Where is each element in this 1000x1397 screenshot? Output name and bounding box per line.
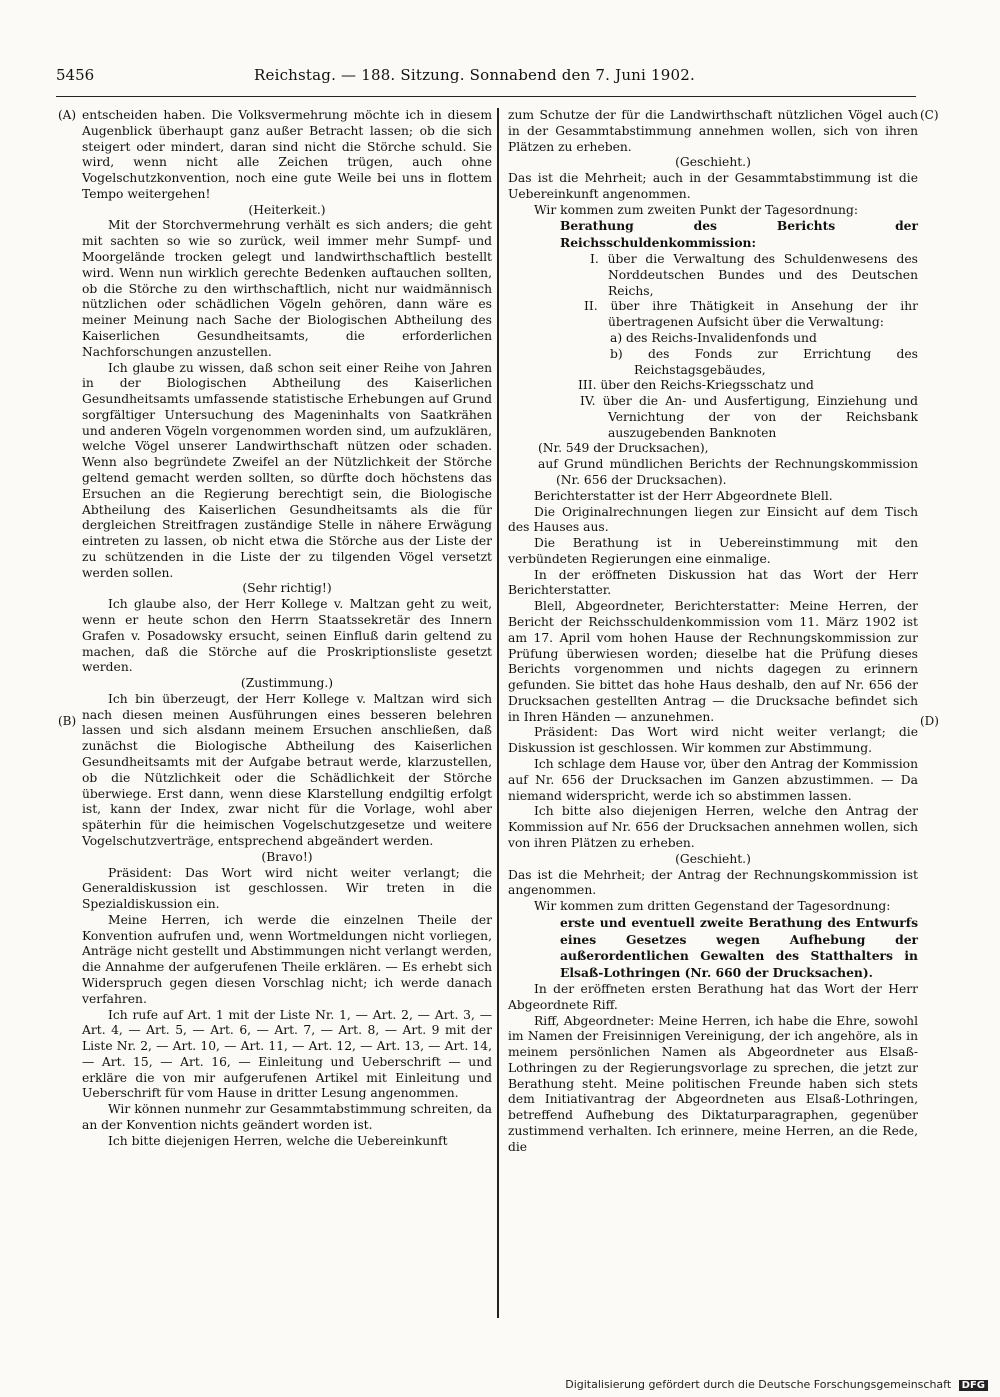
page-title: Reichstag. — 188. Sitzung. Sonnabend den 7. Juni 1902. <box>254 66 695 84</box>
agenda-subitem: b) des Fonds zur Errichtung des Reichstagsgebäudes, <box>610 346 918 377</box>
margin-marker-a: (A) <box>58 108 77 122</box>
paragraph: In der eröffneten Diskussion hat das Wort der Herr Berichterstatter. <box>508 567 918 598</box>
paragraph: Mit der Storchvermehrung verhält es sich anders; die geht mit sachten so wie so zurück, weil immer mehr Sumpf- und Moorgelände trocken gelegt und landwirthschaftlich bestellt wird. Wenn nun wirklich gerechte Bedenken auftauchen sollten, ob die Störche zu den wirthschaftlich, nicht nur waidmännisch nützlichen oder schädlichen Vögeln gehören, dann wäre es meiner Meinung nach Sache der Biologischen Abtheilung des Kaiserlichen Gesundheitsamts, die erforderlichen Nachforschungen anzustellen. <box>82 218 492 359</box>
interjection: (Heiterkeit.) <box>248 202 326 217</box>
paragraph: Wir kommen zum dritten Gegenstand der Tagesordnung: <box>534 899 891 914</box>
paragraph: Meine Herren, ich werde die einzelnen Theile der Konvention aufrufen und, wenn Wortmeldungen nicht vorliegen, Anträge nicht gestellt und Abstimmungen nicht verlangt werden, die Annahme der aufgerufenen Theile erklären. — Es erhebt sich Widerspruch gegen diesen Vorschlag nicht; ich werde danach verfahren. <box>82 912 492 1006</box>
paragraph: Ich bin überzeugt, der Herr Kollege v. Maltzan wird sich nach diesen meinen Ausführungen eines besseren belehren lassen und sich alsdann meinem Ersuchen anschließen, daß zunächst die Biologische Abtheilung des Kaiserlichen Gesundheitsamts mit der Aufgabe betraut werde, klarzustellen, ob die Nützlichkeit oder die Schädlichkeit der Störche überwiege. Erst dann, wenn diese Klarstellung endgiltig erfolgt ist, kann der Index, zwar nicht für die Vorlage, wohl aber späterhin für die heimischen Vogelschutzgesetze und weitere Vogelschutzverträge, entsprechend abgeändert werden. <box>82 691 492 848</box>
paragraph: Ich bitte also diejenigen Herren, welche den Antrag der Kommission auf Nr. 656 der Drucksachen annehmen wollen, sich von ihren Plätzen zu erheben. <box>508 804 918 850</box>
column-divider <box>497 108 499 1318</box>
paragraph: Die Originalrechnungen liegen zur Einsicht auf dem Tisch des Hauses aus. <box>508 504 918 535</box>
page-number: 5456 <box>56 66 95 84</box>
paragraph: Ich bitte diejenigen Herren, welche die Uebereinkunft <box>108 1133 448 1148</box>
left-column <box>82 108 492 1150</box>
paragraph: Das ist die Mehrheit; auch in der Gesammtabstimmung ist die Uebereinkunft angenommen. <box>508 171 918 201</box>
paragraph: Die Berathung ist in Uebereinstimmung mit den verbündeten Regierungen eine einmalige. <box>508 536 918 566</box>
paragraph: Wir kommen zum zweiten Punkt der Tagesordnung: <box>534 202 858 217</box>
interjection: (Zustimmung.) <box>240 676 334 691</box>
dfg-logo: DFG <box>959 1380 988 1391</box>
agenda-item: III. über den Reichs-Kriegsschatz und <box>578 378 814 393</box>
paragraph: zum Schutze der für die Landwirthschaft nützlichen Vögel auch in der Gesammtabstimmung annehmen wollen, sich von ihren Plätzen zu erheben. <box>508 108 918 154</box>
header-rule <box>56 96 916 97</box>
paragraph: auf Grund mündlichen Berichts der Rechnungskommission (Nr. 656 der Drucksachen). <box>538 457 918 487</box>
agenda-heading: Berathung des Berichts der Reichsschuldenkommission: <box>560 218 918 251</box>
agenda-subitem: a) des Reichs-Invalidenfonds und <box>610 330 817 345</box>
paragraph: Präsident: Das Wort wird nicht weiter verlangt; die Generaldiskussion ist geschlossen. Wir treten in die Spezialdiskussion ein. <box>82 865 492 912</box>
interjection: (Geschieht.) <box>675 851 751 866</box>
margin-marker-b: (B) <box>58 714 77 728</box>
paragraph: Wir können nunmehr zur Gesammtabstimmung schreiten, da an der Konvention nichts geändert worden ist. <box>82 1102 492 1132</box>
margin-marker-d: (D) <box>920 714 939 728</box>
paragraph: Berichterstatter ist der Herr Abgeordnete Blell. <box>534 488 833 503</box>
paragraph: Ich glaube zu wissen, daß schon seit einer Reihe von Jahren in der Biologischen Abtheilung des Kaiserlichen Gesundheitsamts umfassende statistische Erhebungen auf Grund sorgfältiger Untersuchung des Mageninhalts von Saatkrähen und anderen Vögeln vorgenommen worden sind, um aufzuklären, welche Vögel unserer Landwirthschaft nützen oder schaden. Wenn also begründete Zweifel an der Nützlichkeit der Störche geltend gemacht werden sollten, so dürfte doch höchstens das Ersuchen an die Regierung berechtigt sein, die Biologische Abtheilung des Kaiserlichen Gesundheitsamts als die für dergleichen Streitfragen zuständige Stelle in nähere Erwägung eintreten zu lassen, ob nicht etwa die Störche aus der Liste der zu schützenden in die Liste der zu tilgenden Vögel versetzt werden sollen. <box>82 360 492 580</box>
paragraph: Blell, Abgeordneter, Berichterstatter: Meine Herren, der Bericht der Reichsschuldenkommission vom 11. März 1902 ist am 17. April vom hohen Hause der Rechnungskommission zur Prüfung überwiesen worden; dieselbe hat die Prüfung dieses Berichts vorgenommen und nichts dagegen zu erinnern gefunden. Sie bittet das hohe Haus deshalb, den auf Nr. 656 der Drucksachen gestellten Antrag — die Drucksache befindet sich in Ihren Händen — anzunehmen. <box>508 599 918 724</box>
paragraph: (Nr. 549 der Drucksachen), <box>538 441 709 456</box>
agenda-item: IV. über die An- und Ausfertigung, Einziehung und Vernichtung der von der Reichsbank auszugebenden Banknoten <box>580 394 918 440</box>
right-column <box>508 108 918 1156</box>
paragraph: Ich rufe auf Art. 1 mit der Liste Nr. 1, — Art. 2, — Art. 3, — Art. 4, — Art. 5, — Art. 6, — Art. 7, — Art. 8, — Art. 9 mit der Liste Nr. 2, — Art. 10, — Art. 11, — Art. 12, — Art. 13, — Art. 14, — Art. 15, — Art. 16, — Einleitung und Ueberschrift — und erkläre die von mir aufgerufenen Artikel mit Einleitung und Ueberschrift für vom Hause in dritter Lesung angenommen. <box>82 1007 492 1101</box>
paragraph: Präsident: Das Wort wird nicht weiter verlangt; die Diskussion ist geschlossen. Wir kommen zur Abstimmung. <box>508 725 918 756</box>
paragraph: Ich glaube also, der Herr Kollege v. Maltzan geht zu weit, wenn er heute schon den Herrn Staatssekretär des Innern Grafen v. Posadowsky ersucht, seinen Einfluß darin geltend zu machen, daß die Störche auf die Proskriptionsliste gesetzt werden. <box>82 597 492 675</box>
paragraph: Das ist die Mehrheit; der Antrag der Rechnungskommission ist angenommen. <box>508 867 918 898</box>
paragraph: In der eröffneten ersten Berathung hat das Wort der Herr Abgeordnete Riff. <box>508 981 918 1012</box>
running-header <box>56 66 916 90</box>
paragraph: entscheiden haben. Die Volksvermehrung möchte ich in diesem Augenblick überhaupt ganz außer Betracht lassen; ob die sich steigert oder mindert, daran sind nicht die Störche schuld. Sie wird, wenn nicht alle Zeichen trügen, auch ohne Vogelschutzkonvention, noch eine gute Weile bei uns in flottem Tempo weitergehen! <box>82 108 492 201</box>
agenda-item: I. über die Verwaltung des Schuldenwesens des Norddeutschen Bundes und des Deutschen Reichs, <box>590 252 918 298</box>
interjection: (Sehr richtig!) <box>242 581 332 596</box>
footer <box>565 1378 988 1391</box>
agenda-item: II. über ihre Thätigkeit in Ansehung der ihr übertragenen Aufsicht über die Verwaltung: <box>584 299 918 330</box>
agenda-heading: erste und eventuell zweite Berathung des Entwurfs eines Gesetzes wegen Aufhebung der außerordentlichen Gewalten des Statthalters in Elsaß-Lothringen (Nr. 660 der Drucksachen). <box>560 914 918 981</box>
interjection: (Geschieht.) <box>675 155 751 170</box>
interjection: (Bravo!) <box>261 849 313 864</box>
paragraph: Riff, Abgeordneter: Meine Herren, ich habe die Ehre, sowohl im Namen der Freisinnigen Vereinigung, der ich angehöre, als in meinem persönlichen Namen als Abgeordneter aus Elsaß-Lothringen zu der Regierungsvorlage zu sprechen, die jetzt zur Berathung steht. Meine politischen Freunde haben sich stets dem Initiativantrag der Abgeordneten aus Elsaß-Lothringen, betreffend Aufhebung des Diktaturparagraphen, gegenüber zustimmend verhalten. Ich erinnere, meine Herren, an die Rede, die <box>508 1013 918 1154</box>
footer-text: Digitalisierung gefördert durch die Deutsche Forschungsgemeinschaft <box>565 1378 952 1391</box>
margin-marker-c: (C) <box>920 108 939 122</box>
paragraph: Ich schlage dem Hause vor, über den Antrag der Kommission auf Nr. 656 der Drucksachen im Ganzen abzustimmen. — Da niemand widerspricht, werde ich so abstimmen lassen. <box>508 757 918 803</box>
